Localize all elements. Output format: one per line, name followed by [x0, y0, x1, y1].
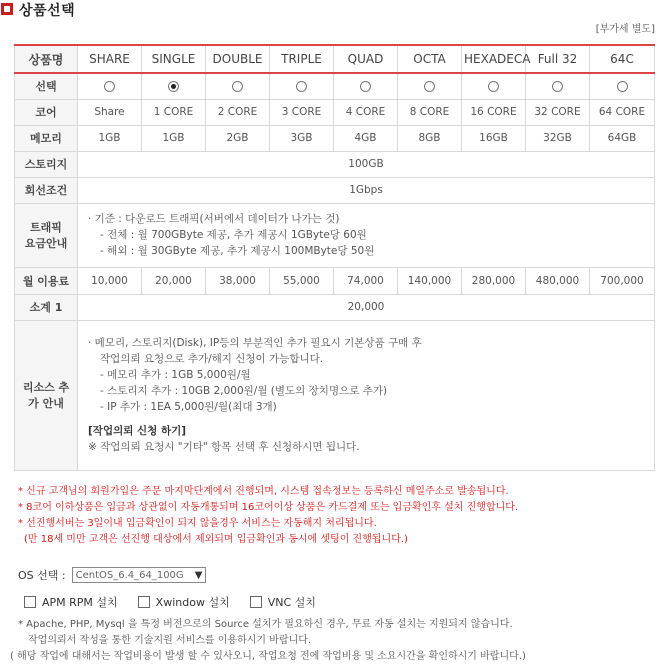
core-value: 64 CORE	[590, 99, 655, 125]
addon-label: VNC 설치	[267, 596, 316, 609]
vnc-checkbox[interactable]	[250, 596, 262, 608]
monthly-fee: 20,000	[142, 267, 206, 294]
traffic-notes	[78, 203, 655, 267]
memory-value: 32GB	[526, 125, 590, 151]
core-value: 8 CORE	[398, 99, 462, 125]
monthly-fee: 38,000	[206, 267, 270, 294]
plan-radio-quad[interactable]	[360, 81, 371, 92]
footer-line: ( 해당 작업에 대해서는 작업비용이 발생 할 수 있사오니, 작업요청 전에 작업비용 및 소요시간을 확인하시기 바랍니다.)	[10, 651, 526, 662]
plan-name-row	[15, 45, 655, 73]
monthly-fee: 700,000	[590, 267, 655, 294]
plan-radio-64c[interactable]	[617, 81, 628, 92]
memory-value: 1GB	[142, 125, 206, 151]
warning-line: * 신규 고객님의 회원가입은 주문 마지막단계에서 진행되며, 시스템 접속정보는 등록하신 메일주소로 발송됩니다.	[18, 486, 509, 497]
monthly-label: 월 이용료	[15, 267, 78, 294]
line-value: 1Gbps	[78, 177, 655, 203]
storage-row	[15, 151, 655, 177]
storage-value: 100GB	[78, 151, 655, 177]
plan-name: OCTA	[398, 45, 462, 73]
apm-checkbox[interactable]	[24, 596, 36, 608]
plan-name: SHARE	[78, 45, 142, 73]
resource-label: 리소스 추 가 안내	[15, 320, 78, 470]
select-label: 선택	[15, 73, 78, 99]
plan-name: SINGLE	[142, 45, 206, 73]
monthly-fee: 74,000	[334, 267, 398, 294]
addon-apm[interactable]	[24, 594, 118, 610]
memory-value: 1GB	[78, 125, 142, 151]
os-selection	[18, 567, 206, 583]
plan-radio-triple[interactable]	[296, 81, 307, 92]
resource-note: · 메모리, 스토리지(Disk), IP등의 부분적인 추가 필요시 기본상품 구매 후	[88, 337, 422, 349]
plan-name-label: 상품명	[15, 45, 78, 73]
memory-label: 메모리	[15, 125, 78, 151]
plan-radio-single[interactable]	[168, 81, 179, 92]
resource-note: - 스토리지 추가 : 10GB 2,000원/월 (별도의 장치명으로 추가)	[100, 385, 388, 397]
os-select[interactable]	[72, 567, 206, 583]
subtotal-value: 20,000	[78, 294, 655, 320]
traffic-note: - 전체 : 월 700GByte 제공, 추가 제공시 1GByte당 60원	[100, 229, 367, 241]
resource-note: - IP 추가 : 1EA 5,000원/월(최대 3개)	[100, 401, 277, 413]
core-label: 코어	[15, 99, 78, 125]
plan-select-row	[15, 73, 655, 99]
core-value: 2 CORE	[206, 99, 270, 125]
plan-radio-octa[interactable]	[424, 81, 435, 92]
section-header	[0, 0, 663, 22]
memory-value: 8GB	[398, 125, 462, 151]
resource-note: - 메모리 추가 : 1GB 5,000원/월	[100, 369, 251, 381]
subtotal-label: 소계 1	[15, 294, 78, 320]
core-value: Share	[78, 99, 142, 125]
os-selected-value: CentOS_6.4_64_100G	[75, 569, 184, 581]
footer-notes	[10, 617, 526, 665]
memory-row	[15, 125, 655, 151]
resource-note: 작업의뢰 요청으로 추가/해지 신청이 가능합니다.	[100, 353, 324, 365]
work-request-link[interactable]: [작업의뢰 신청 하기]	[88, 425, 187, 437]
chevron-down-icon: ▼	[194, 569, 203, 581]
monthly-fee: 55,000	[270, 267, 334, 294]
monthly-fee: 10,000	[78, 267, 142, 294]
core-value: 3 CORE	[270, 99, 334, 125]
addon-options	[24, 594, 336, 610]
memory-value: 64GB	[590, 125, 655, 151]
core-value: 32 CORE	[526, 99, 590, 125]
traffic-note: - 해외 : 월 30GByte 제공, 추가 제공시 100MByte당 50원	[100, 245, 375, 257]
page-title: 상품선택	[19, 3, 76, 19]
addon-xwindow[interactable]	[138, 594, 230, 610]
storage-label: 스토리지	[15, 151, 78, 177]
os-label: OS 선택 :	[18, 569, 66, 582]
plan-radio-double[interactable]	[232, 81, 243, 92]
monthly-fee: 480,000	[526, 267, 590, 294]
core-value: 16 CORE	[462, 99, 526, 125]
plan-name: TRIPLE	[270, 45, 334, 73]
warning-line: * 선진행서버는 3일이내 입금확인이 되지 않을경우 서비스는 자동해지 처리됩니다.	[18, 518, 377, 529]
core-value: 4 CORE	[334, 99, 398, 125]
plan-name: HEXADECA	[462, 45, 526, 73]
monthly-fee: 140,000	[398, 267, 462, 294]
traffic-row	[15, 203, 655, 267]
memory-value: 2GB	[206, 125, 270, 151]
addon-label: Xwindow 설치	[155, 596, 230, 609]
plan-table	[14, 44, 655, 471]
resource-row	[15, 320, 655, 470]
warning-line: * 8코어 이하상품은 입금과 상관없이 자동개통되며 16코어이상 상품은 카드결제 또는 입금확인후 설치 진행합니다.	[18, 502, 519, 513]
warning-line: (만 18세 미만 고객은 선진행 대상에서 제외되며 입금확인과 동시에 셋팅이 진행됩니다.)	[24, 534, 408, 545]
vat-note: [부가세 별도]	[595, 24, 655, 35]
core-row	[15, 99, 655, 125]
work-request-note: ※ 작업의뢰 요청시 "기타" 항목 선택 후 신청하시면 됩니다.	[88, 441, 360, 453]
addon-vnc[interactable]	[250, 594, 316, 610]
line-label: 회선조건	[15, 177, 78, 203]
plan-radio-share[interactable]	[104, 81, 115, 92]
section-bullet-icon	[1, 3, 13, 15]
plan-radio-hexadeca[interactable]	[488, 81, 499, 92]
memory-value: 3GB	[270, 125, 334, 151]
monthly-fee-row	[15, 267, 655, 294]
plan-radio-full32[interactable]	[552, 81, 563, 92]
footer-line: 작업의뢰서 작성을 통한 기술지원 서비스를 이용하시기 바랍니다.	[28, 635, 312, 646]
line-row	[15, 177, 655, 203]
addon-label: APM RPM 설치	[42, 596, 118, 609]
plan-name: 64C	[590, 45, 655, 73]
resource-notes	[78, 320, 655, 470]
core-value: 1 CORE	[142, 99, 206, 125]
plan-name: Full 32	[526, 45, 590, 73]
order-warnings	[18, 484, 518, 548]
traffic-label: 트래픽 요금안내	[15, 203, 78, 267]
traffic-note: · 기준 : 다운로드 트래픽(서버에서 데이터가 나가는 것)	[88, 213, 340, 225]
memory-value: 4GB	[334, 125, 398, 151]
footer-line: * Apache, PHP, Mysql 을 특정 버전으로의 Source 설치가 필요하신 경우, 무료 자동 설치는 지원되지 않습니다.	[18, 619, 513, 630]
monthly-fee: 280,000	[462, 267, 526, 294]
memory-value: 16GB	[462, 125, 526, 151]
subtotal-row	[15, 294, 655, 320]
plan-name: DOUBLE	[206, 45, 270, 73]
xwindow-checkbox[interactable]	[138, 596, 150, 608]
plan-name: QUAD	[334, 45, 398, 73]
